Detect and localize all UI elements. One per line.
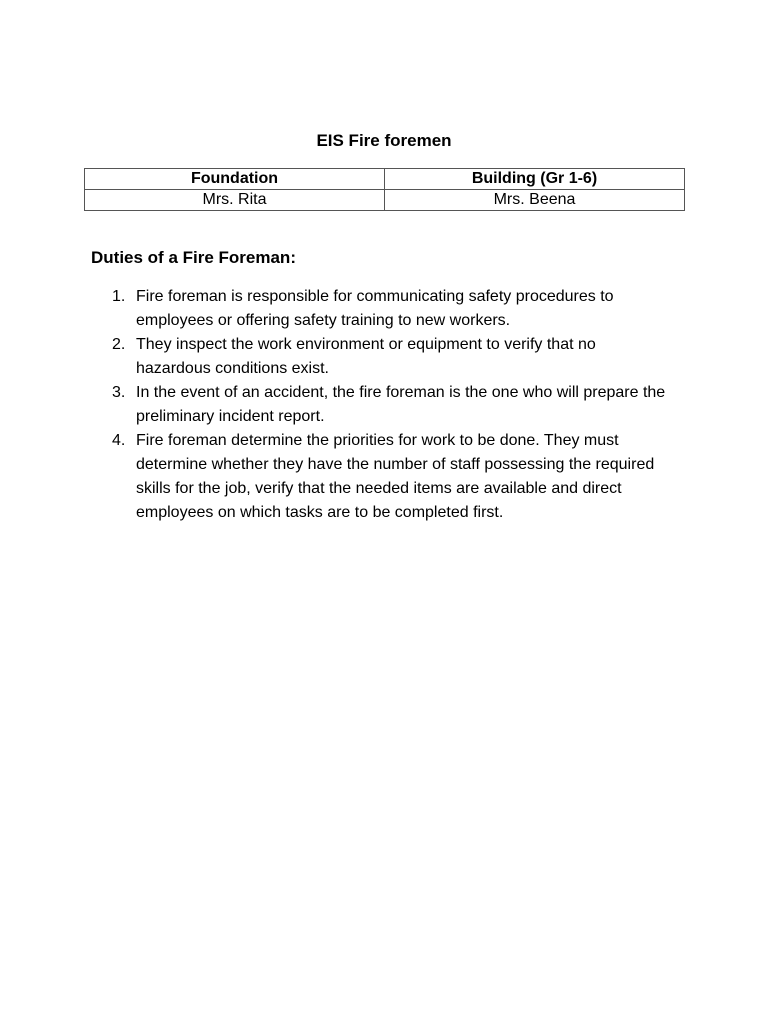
list-item-number: 4. [112,432,126,449]
duties-heading: Duties of a Fire Foreman: [91,248,296,267]
list-item-number: 1. [112,288,126,305]
table-row [85,190,685,211]
list-item-text: Fire foreman determine the priorities for work to be done. They must determine whether they have the number of staff possessing the required skills for the job, verify that the needed items are available and direct employees on which tasks are to be completed first. [136,432,655,521]
list-item [112,333,672,381]
list-item-text: Fire foreman is responsible for communicating safety procedures to employees or offering safety training to new workers. [136,288,614,329]
document-title: EIS Fire foremen [316,131,452,150]
header-building: Building (Gr 1-6) [385,169,685,190]
duties-list [112,285,672,525]
list-item-number: 3. [112,384,126,401]
list-item [112,381,672,429]
cell-foundation-foreman: Mrs. Rita [85,190,385,211]
table-header-row [85,169,685,190]
cell-building-foreman: Mrs. Beena [385,190,685,211]
list-item [112,429,672,525]
list-item-number: 2. [112,336,126,353]
list-item-text: In the event of an accident, the fire foreman is the one who will prepare the preliminary incident report. [136,384,666,425]
list-item-text: They inspect the work environment or equipment to verify that no hazardous conditions exist. [136,336,596,377]
list-item [112,285,672,333]
header-foundation: Foundation [85,169,385,190]
fire-foremen-table [84,168,685,211]
